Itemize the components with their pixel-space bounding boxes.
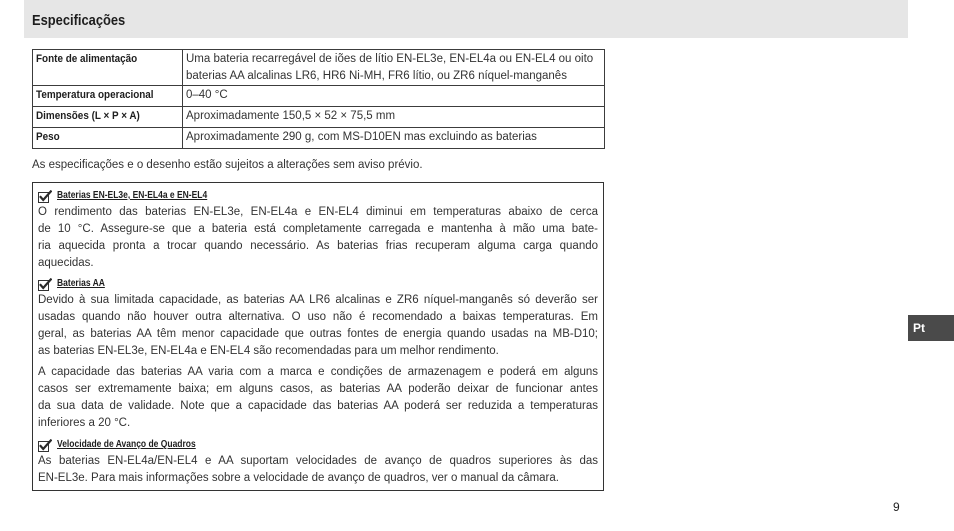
spec-label: Temperatura operacional [36, 89, 154, 101]
paragraph-line: A capacidade das baterias AA varia com a marca e condições de armazenagem e poderá em alguns [38, 366, 598, 378]
paragraph-line: O rendimento das baterias EN-EL3e, EN-EL4a e EN-EL4 diminui em temperaturas abaixo de cerca [38, 206, 598, 218]
spec-row-dimensions [33, 107, 605, 128]
paragraph-line: da sua data de validade. Note que a capacidade das baterias AA poderá ser reduzida a temperaturas [38, 400, 598, 412]
spec-value-line: Uma bateria recarregável de iões de lítio EN-EL3e, EN-EL4a ou EN-EL4 ou oito [186, 53, 594, 65]
note-heading-text: Velocidade de Avanço de Quadros [57, 439, 196, 450]
spec-label: Peso [36, 131, 60, 143]
spec-row-power-source [33, 50, 605, 86]
page-title: Especificações [32, 12, 126, 29]
spec-value-cell [183, 107, 605, 128]
check-box-icon [38, 278, 52, 291]
paragraph-line: aquecidas. [38, 257, 94, 269]
paragraph-line: As baterias EN-EL4a/EN-EL4 e AA suportam velocidades de avanço de quadros superiores às das [38, 455, 598, 467]
spec-value-cell [183, 128, 605, 149]
spec-value-cell [183, 50, 605, 86]
note-heading-text: Baterias EN-EL3e, EN-EL4a e EN-EL4 [57, 190, 208, 201]
spec-label-cell [33, 50, 183, 86]
spec-label-cell [33, 107, 183, 128]
paragraph-line: inferiores a 20 °C. [38, 417, 131, 429]
paragraph-line: as baterias EN-EL3e, EN-EL4a e EN-EL4 são recomendadas para um melhor rendimento. [38, 345, 499, 357]
disclaimer-text: As especificações e o desenho estão sujeitos a alterações sem aviso prévio. [32, 159, 423, 171]
notes-box [32, 182, 604, 491]
spec-value-line: 0–40 °C [186, 89, 228, 101]
spec-label-cell [33, 128, 183, 149]
note-paragraph [38, 364, 598, 432]
spec-row-weight [33, 128, 605, 149]
paragraph-line: usadas quando não houver outra alternativa. O uso não é recomendado a baixas temperaturas. Em [38, 311, 598, 323]
page-number: 9 [893, 500, 900, 514]
language-tab: Pt [908, 315, 954, 341]
note-heading [38, 437, 598, 453]
paragraph-line: ria aquecida pronta a trocar quando necessário. As baterias frias recuperam alguma carga quando [38, 240, 598, 252]
paragraph-line: geral, as baterias AA têm menor capacidade que outras fontes de energia quando usadas na MB-D10; [38, 328, 598, 340]
note-heading-text: Baterias AA [57, 278, 105, 289]
paragraph-line: EN-EL3e. Para mais informações sobre a velocidade de avanço de quadros, ver o manual da câmara. [38, 472, 559, 484]
check-box-icon [38, 190, 52, 203]
spec-label-cell [33, 86, 183, 107]
spec-label: Dimensões (L × P × A) [36, 110, 140, 122]
spec-value-cell [183, 86, 605, 107]
note-heading [38, 188, 598, 204]
spec-value-line: Aproximadamente 290 g, com MS-D10EN mas excluindo as baterias [186, 131, 537, 143]
spec-row-operating-temperature [33, 86, 605, 107]
note-heading [38, 276, 598, 292]
spec-value-line: Aproximadamente 150,5 × 52 × 75,5 mm [186, 110, 396, 122]
paragraph-line: Devido à sua limitada capacidade, as baterias AA LR6 alcalinas e ZR6 níquel-manganês só deverão ser [38, 294, 598, 306]
paragraph-line: de 10 °C. Assegure-se que a bateria está completamente carregada e mantenha à mão uma bate- [38, 223, 598, 235]
note-paragraph [38, 204, 598, 272]
note-paragraph [38, 292, 598, 360]
paragraph-line: casos ser extremamente baixa; em alguns casos, as baterias AA poderão deixar de funcionar antes [38, 383, 598, 395]
specifications-table [32, 49, 605, 149]
spec-label: Fonte de alimentação [36, 53, 138, 65]
spec-value-line: baterias AA alcalinas LR6, HR6 Ni-MH, FR6 lítio, ou ZR6 níquel-manganês [186, 70, 567, 82]
note-paragraph [38, 453, 598, 487]
check-box-icon [38, 439, 52, 452]
header-band [24, 0, 908, 38]
